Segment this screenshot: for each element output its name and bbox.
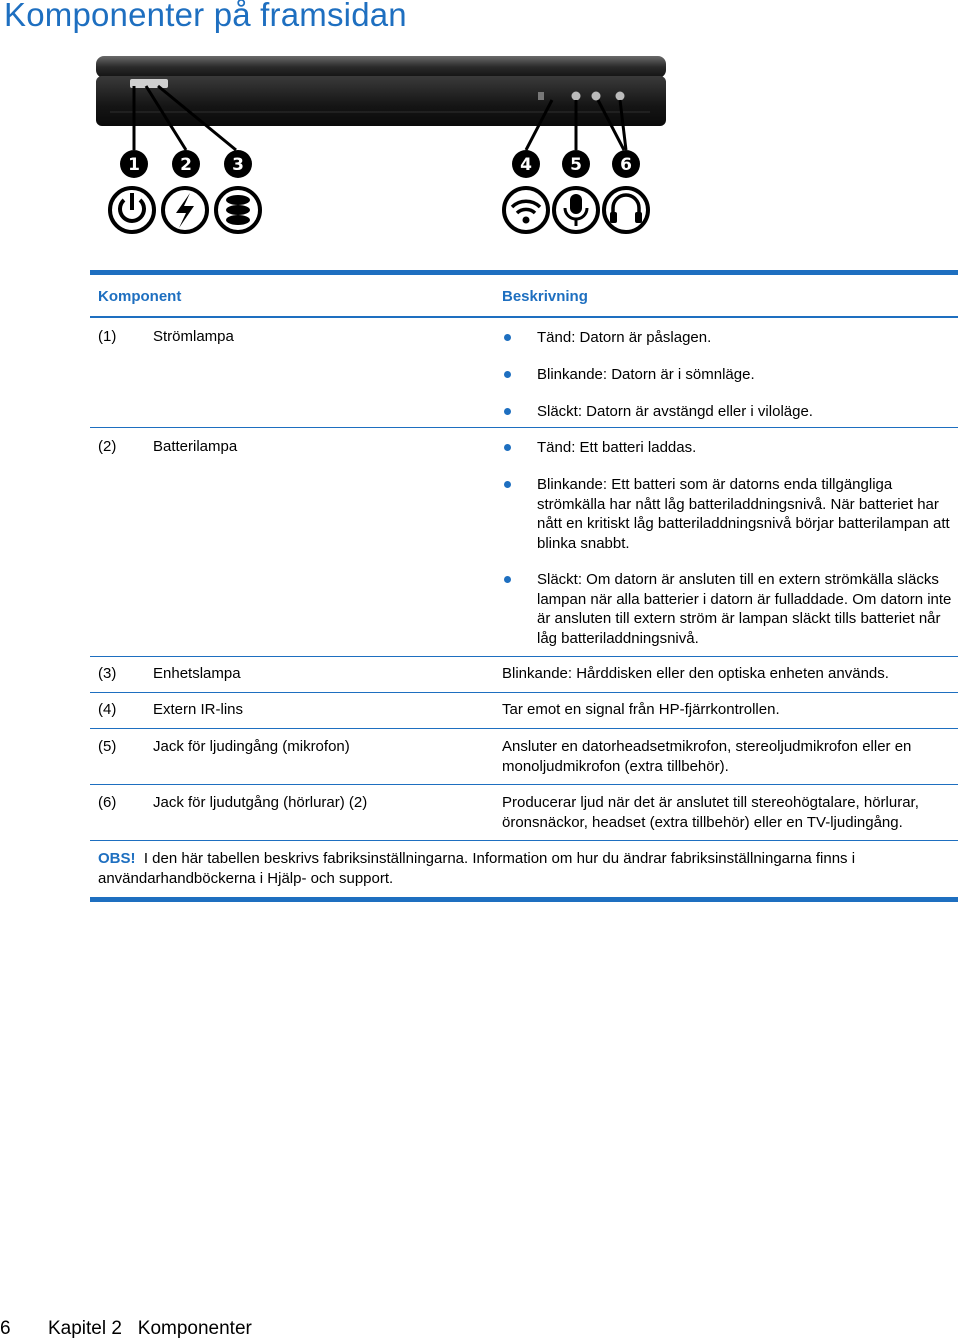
page-title: Komponenter på framsidan	[4, 0, 407, 33]
table-note	[90, 841, 958, 897]
bullet-icon	[504, 576, 511, 583]
note-text: I den här tabellen beskrivs fabriksinställningarna. Information om hur du ändrar fabriksinställningarna finns i användarhandböckerna i Hjälp- och support.	[98, 850, 856, 887]
laptop-body	[96, 56, 666, 126]
row-component: Extern IR-lins	[153, 701, 244, 718]
led-strip	[130, 79, 168, 88]
row-description: Ansluter en datorheadsetmikrofon, stereoljudmikrofon eller en monoljudmikrofon (extra tillbehör).	[502, 738, 912, 775]
svg-text:2: 2	[180, 155, 192, 175]
svg-text:6: 6	[620, 155, 632, 175]
bullet-icon	[504, 371, 511, 378]
bullet-icon	[504, 334, 511, 341]
row-component: Enhetslampa	[153, 665, 241, 682]
svg-text:1: 1	[128, 155, 140, 175]
table-row	[90, 657, 958, 693]
callout-2	[172, 150, 200, 178]
note-label: OBS!	[98, 850, 136, 867]
table-header	[90, 275, 958, 318]
table-row	[90, 785, 958, 841]
callout-1	[120, 150, 148, 178]
table-row: (1) Strömlampa Tänd: Datorn är påslagen. Blinkande: Datorn är i sömnläge. Släckt: Datorn är avstängd eller i viloläge.	[90, 318, 958, 428]
row-description: Producerar ljud när det är anslutet till stereohögtalare, hörlurar, öronsnäckor, headset (extra tillbehör) eller en TV-ljudingång.	[502, 794, 919, 831]
bullet-icon	[504, 408, 511, 415]
row-number: (3)	[98, 665, 117, 682]
wireless-ir-icon	[504, 188, 548, 232]
row-number: (4)	[98, 701, 117, 718]
page-number: 6	[0, 1318, 11, 1339]
laptop-front-figure	[90, 50, 680, 240]
power-icon	[110, 188, 154, 232]
bullet-icon	[504, 444, 511, 451]
callout-3	[224, 150, 252, 178]
headphones-icon	[604, 188, 648, 232]
row-description: Tar emot en signal från HP-fjärrkontrollen.	[502, 701, 780, 718]
table-row	[90, 729, 958, 785]
row-number: (6)	[98, 794, 117, 811]
row-description: Blinkande: Hårddisken eller den optiska enheten används.	[502, 665, 889, 682]
microphone-icon	[554, 188, 598, 232]
row-component: Strömlampa	[153, 328, 234, 345]
table-row: (2) Batterilampa Tänd: Ett batteri laddas. Blinkande: Ett batteri som är datorns enda tillgängliga strömkälla har nått låg batteriladdningsnivå. När batteriet har nått en kritiskt låg batteriladdningsnivå börjar batterilampan att blinka snabbt. Släckt: Om datorn är ansluten till en extern strömkälla släcks lampan när alla batterier i datorn är fulladdade. Om datorn inte är ansluten till extern ström är lampan släckt tills batteriet når låg batteriladdningsnivå.	[90, 428, 958, 657]
callout-5	[562, 150, 590, 178]
chapter-label: Kapitel 2 Komponenter	[48, 1318, 252, 1339]
table-row	[90, 693, 958, 729]
row-number: (1)	[98, 328, 117, 345]
row-component: Jack för ljudutgång (hörlurar) (2)	[153, 794, 368, 811]
svg-text:3: 3	[232, 155, 244, 175]
row-component: Batterilampa	[153, 438, 238, 455]
callout-6	[612, 150, 640, 178]
drive-icon	[216, 188, 260, 232]
battery-icon	[163, 188, 207, 232]
svg-text:5: 5	[570, 155, 582, 175]
row-component: Jack för ljudingång (mikrofon)	[153, 738, 350, 755]
row-number: (5)	[98, 738, 117, 755]
col-header-component: Komponent	[98, 288, 182, 305]
row-number: (2)	[98, 438, 117, 455]
svg-text:4: 4	[520, 155, 532, 175]
table-bottom-rule	[90, 897, 958, 902]
col-header-description: Beskrivning	[502, 288, 588, 305]
laptop-front-illustration	[90, 50, 680, 240]
bullet-icon	[504, 481, 511, 488]
callout-4	[512, 150, 540, 178]
component-table	[90, 270, 958, 902]
